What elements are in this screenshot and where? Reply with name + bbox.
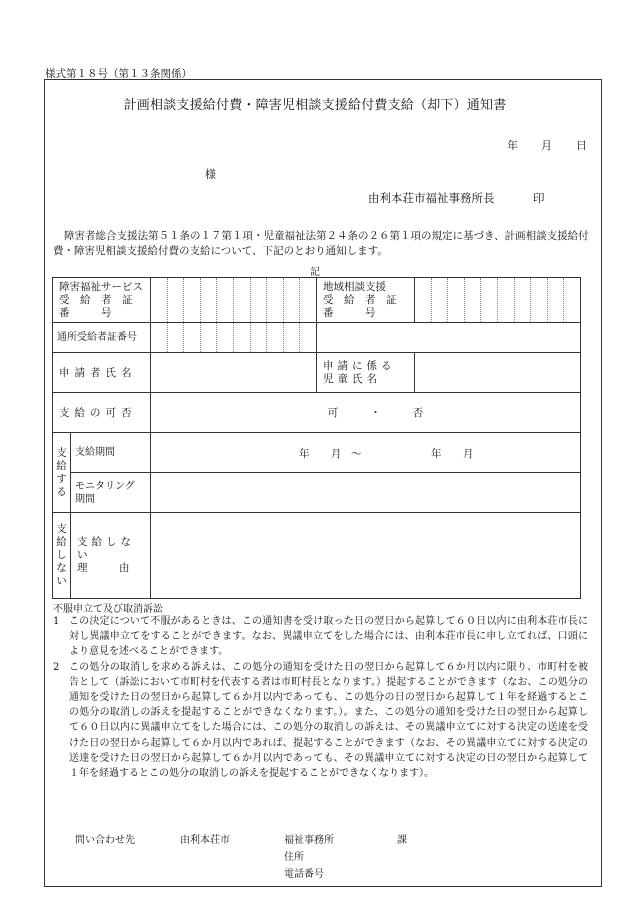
date-day: 日 [576, 139, 587, 152]
regional-consult-cert-number-field[interactable] [415, 278, 581, 323]
disability-service-cert-number-field[interactable] [151, 278, 317, 323]
applicant-name-field[interactable] [151, 353, 317, 393]
period-end-year: 年 [431, 447, 442, 460]
approval-yes[interactable]: 可 [327, 407, 339, 419]
deny-reason-field[interactable] [151, 513, 581, 599]
label-grant-period: 支給期間 [71, 433, 151, 473]
sender-name: 由利本荘市福祉事務所長 [368, 191, 495, 205]
contact-address: 住所 [284, 852, 304, 863]
grant-period-field[interactable] [151, 433, 581, 473]
daycare-cert-blank [317, 323, 581, 353]
date-month: 月 [541, 139, 552, 152]
child-name-field[interactable] [415, 353, 581, 393]
contact-section: 課 [397, 835, 407, 846]
label-monitoring-period: モニタリング 期間 [71, 473, 151, 513]
date-year: 年 [507, 139, 518, 152]
label-deny-reason: 支給しない 理 由 [71, 513, 151, 599]
approval-separator: ・ [370, 407, 381, 419]
approval-no[interactable]: 否 [412, 407, 424, 419]
contact-city: 由利本荘市 [180, 835, 230, 846]
period-tilde: ～ [351, 447, 362, 460]
form-number: 様式第１８号（第１３条関係） [45, 68, 192, 80]
document-title: 計画相談支援給付費・障害児相談支援給付費支給（却下）通知書 [123, 98, 507, 113]
daycare-cert-number-field[interactable] [151, 323, 317, 353]
label-child-name: 申請に係る 児童氏名 [317, 353, 415, 393]
note-item: 2 この処分の取消しを求める訴えは、この処分の通知を受けた日の翌日から起算して６か月以内に限り、市町村を被告として（訴訟において市町村を代表する者は市町村長となります。）提起することができます（なお、この処分の通知を受けた日の翌日から起算して６か月以内であっても、この処分の日の翌日から起算して１年を経過するとこの処分の取消しの訴えを提起することができなくなります。）。また、この処分の通知を受けた日の翌日から起算して６０日以内に異議申立てをした場合には、この処分の取消しの訴えは、その異議申立てに対する決定の送達を受けた日の翌日から起算して６か月以内であれば、提起することができます（なお、その異議申立てに対する決定の送達を受けた日の翌日から起算して６か月以内であっても、その異議申立てに対する決定の日の翌日から起算して１年を経過するとこの処分の取消しの訴えを提起することができなくなります）。 [53, 661, 588, 780]
contact-phone: 電話番号 [284, 869, 324, 880]
label-daycare-cert: 通所受給者証番号 [53, 323, 151, 353]
appeal-heading: 不服申立て及び取消訴訟 [53, 604, 163, 615]
period-start-year: 年 [299, 447, 310, 460]
notice-table [52, 277, 581, 599]
period-start-month: 月 [331, 447, 342, 460]
ki-marker: 記 [310, 267, 320, 278]
seal-mark: 印 [533, 191, 545, 205]
contact-office: 福祉事務所 [284, 835, 334, 846]
appeal-notes [53, 614, 588, 781]
addressee-suffix: 様 [205, 168, 216, 181]
label-deny-group: 支給しない [53, 513, 71, 599]
approval-field[interactable] [151, 393, 581, 433]
label-applicant-name: 申請者氏名 [53, 353, 151, 393]
label-approval: 支給の可否 [53, 393, 151, 433]
note-item: 1 この決定について不服があるときは、この通知書を受け取った日の翌日から起算して６０日以内に由利本荘市長に対し異議申立てをすることができます。なお、異議申立てをした場合には、由利本荘市長に申し立てれば、口頭により意見を述べることができます。 [53, 616, 588, 658]
label-regional-consult-cert: 地域相談支援 受 給 者 証 番 号 [317, 278, 415, 323]
intro-text: 障害者総合支援法第５１条の１７第１項・児童福祉法第２４条の２６第１項の規定に基づき、計画相談支援給付費・障害児相談支援給付費の支給について、下記のとおり通知します。 [53, 230, 589, 257]
label-grant-group: 支給する [53, 433, 71, 513]
monitoring-period-field[interactable] [151, 473, 581, 513]
period-end-month: 月 [463, 447, 474, 460]
contact-label: 問い合わせ先 [75, 835, 135, 846]
label-disability-service-cert: 障害福祉サービス 受 給 者 証 番 号 [53, 278, 151, 323]
